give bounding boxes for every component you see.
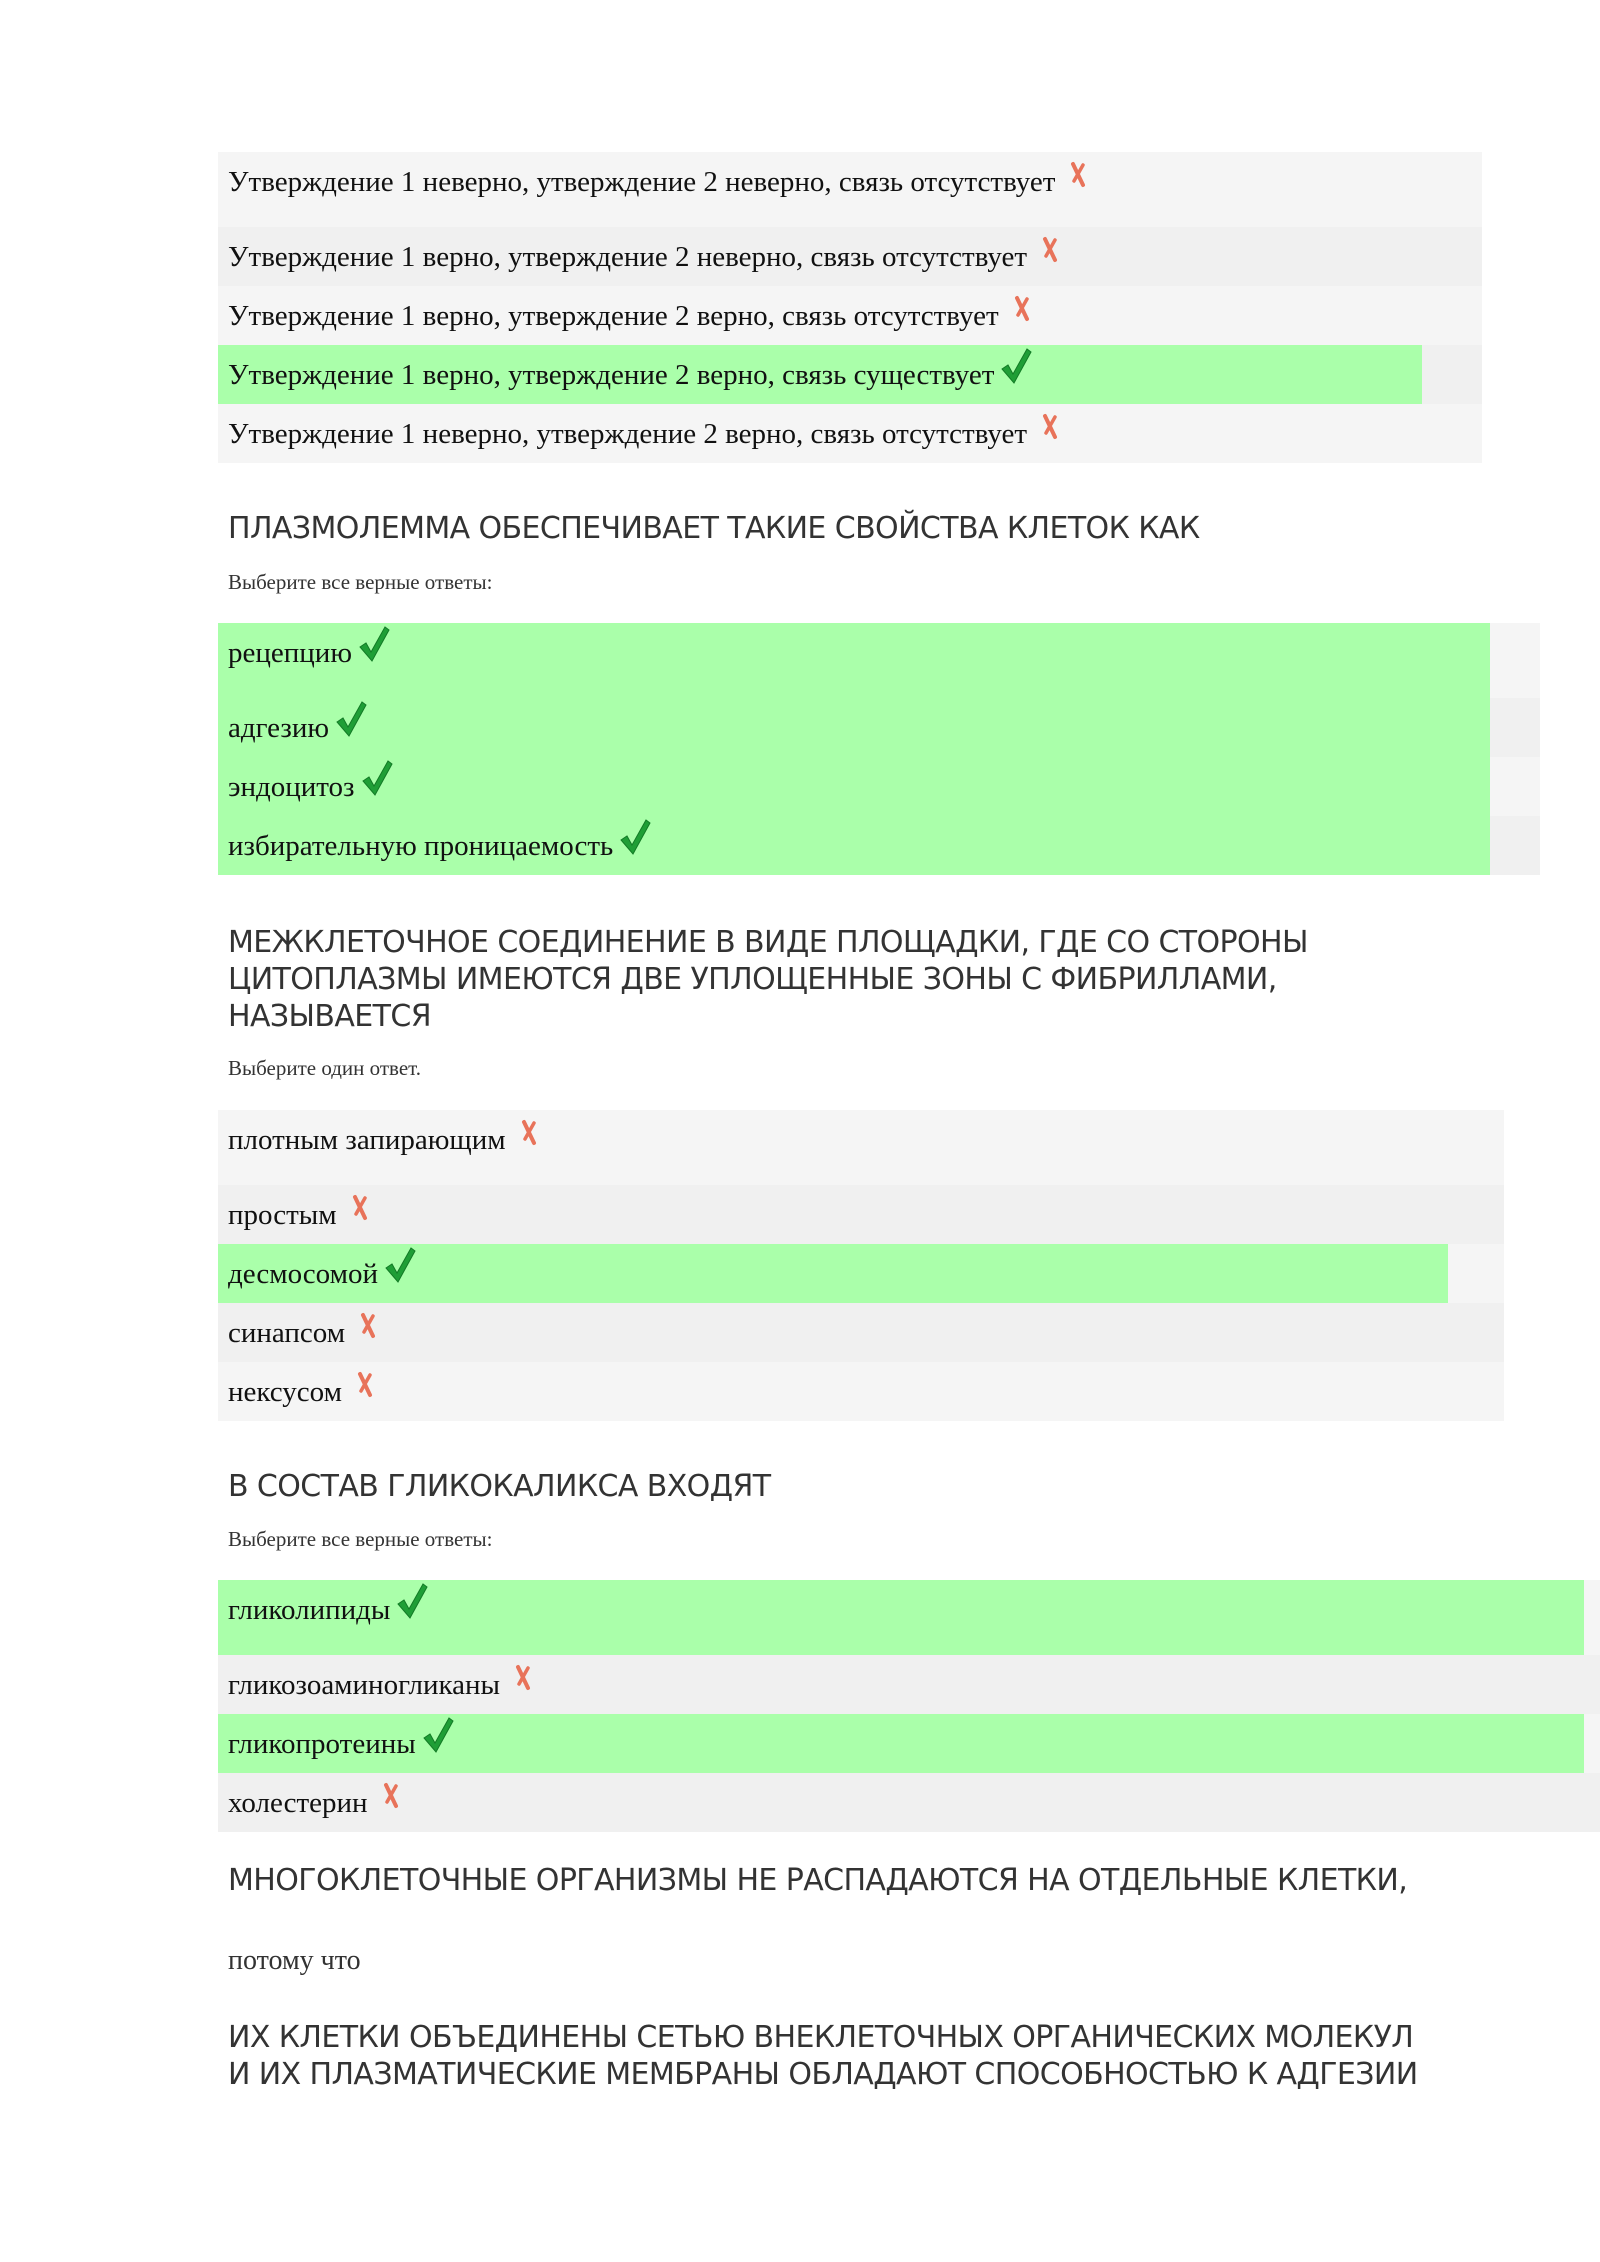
cross-icon xyxy=(1013,294,1031,322)
q3-title-line: ЦИТОПЛАЗМЫ ИМЕЮТСЯ ДВЕ УПЛОЩЕННЫЕ ЗОНЫ С ФИБРИЛЛАМИ, xyxy=(228,962,1277,997)
answer-text: синапсом xyxy=(228,1317,346,1349)
checkmark-icon xyxy=(384,1246,416,1284)
correct-highlight xyxy=(218,698,1490,757)
q5-connector: потому что xyxy=(228,1945,361,1976)
answer-text: простым xyxy=(228,1199,337,1231)
cross-icon xyxy=(351,1193,369,1221)
answer-text: эндоцитоз xyxy=(228,771,355,803)
answer-row-correct[interactable] xyxy=(218,1714,1600,1773)
q4-title: В СОСТАВ ГЛИКОКАЛИКСА ВХОДЯТ xyxy=(228,1469,771,1504)
answer-text: плотным запирающим xyxy=(228,1124,506,1156)
checkmark-icon xyxy=(358,625,390,663)
answer-row[interactable] xyxy=(218,404,1482,463)
answer-row-correct[interactable] xyxy=(218,816,1540,875)
answer-row[interactable] xyxy=(218,227,1482,286)
answer-row[interactable] xyxy=(218,1110,1504,1185)
q3-title-line: МЕЖКЛЕТОЧНОЕ СОЕДИНЕНИЕ В ВИДЕ ПЛОЩАДКИ, ГДЕ СО СТОРОНЫ xyxy=(228,925,1308,960)
answer-row[interactable] xyxy=(218,1185,1504,1244)
cross-icon xyxy=(359,1311,377,1339)
q3-title-line: НАЗЫВАЕТСЯ xyxy=(228,999,431,1034)
q2-answer-list xyxy=(218,623,1540,875)
checkmark-icon xyxy=(335,700,367,738)
correct-highlight xyxy=(218,757,1490,816)
q5-reason-line: И ИХ ПЛАЗМАТИЧЕСКИЕ МЕМБРАНЫ ОБЛАДАЮТ СПОСОБНОСТЬЮ К АДГЕЗИИ xyxy=(228,2057,1418,2092)
answer-text: Утверждение 1 верно, утверждение 2 неверно, связь отсутствует xyxy=(228,241,1028,273)
answer-row-correct[interactable] xyxy=(218,1244,1504,1303)
q1-answer-list xyxy=(218,152,1482,463)
q5-reason-line: ИХ КЛЕТКИ ОБЪЕДИНЕНЫ СЕТЬЮ ВНЕКЛЕТОЧНЫХ ОРГАНИЧЕСКИХ МОЛЕКУЛ xyxy=(228,2020,1414,2055)
answer-row[interactable] xyxy=(218,152,1482,227)
answer-text: Утверждение 1 верно, утверждение 2 верно, связь отсутствует xyxy=(228,300,999,332)
answer-text: гликолипиды xyxy=(228,1594,391,1626)
answer-text: избирательную проницаемость xyxy=(228,830,614,862)
q2-title: ПЛАЗМОЛЕММА ОБЕСПЕЧИВАЕТ ТАКИЕ СВОЙСТВА КЛЕТОК КАК xyxy=(228,511,1200,546)
answer-row-correct[interactable] xyxy=(218,1580,1600,1655)
answer-text: гликопротеины xyxy=(228,1728,416,1760)
answer-row[interactable] xyxy=(218,1655,1600,1714)
q5-statement: МНОГОКЛЕТОЧНЫЕ ОРГАНИЗМЫ НЕ РАСПАДАЮТСЯ НА ОТДЕЛЬНЫЕ КЛЕТКИ, xyxy=(228,1863,1408,1898)
checkmark-icon xyxy=(422,1716,454,1754)
answer-row-correct[interactable] xyxy=(218,345,1482,404)
answer-text: гликозоаминогликаны xyxy=(228,1669,501,1701)
checkmark-icon xyxy=(361,759,393,797)
cross-icon xyxy=(1069,160,1087,188)
answer-text: десмосомой xyxy=(228,1258,378,1290)
cross-icon xyxy=(514,1663,532,1691)
checkmark-icon xyxy=(396,1582,428,1620)
q4-hint: Выберите все верные ответы: xyxy=(228,1527,493,1551)
checkmark-icon xyxy=(619,818,651,856)
answer-text: Утверждение 1 неверно, утверждение 2 неверно, связь отсутствует xyxy=(228,166,1056,198)
answer-row-correct[interactable] xyxy=(218,698,1540,757)
answer-text: нексусом xyxy=(228,1376,342,1408)
cross-icon xyxy=(1041,412,1059,440)
answer-text: адгезию xyxy=(228,712,330,744)
answer-row-correct[interactable] xyxy=(218,757,1540,816)
checkmark-icon xyxy=(1000,347,1032,385)
q2-hint: Выберите все верные ответы: xyxy=(228,570,493,594)
answer-text: холестерин xyxy=(228,1787,368,1819)
answer-row[interactable] xyxy=(218,1303,1504,1362)
cross-icon xyxy=(1041,235,1059,263)
answer-text: рецепцию xyxy=(228,637,352,669)
q3-title xyxy=(228,924,1528,1035)
q5-reason xyxy=(228,2019,1528,2093)
q3-answer-list xyxy=(218,1110,1504,1421)
cross-icon xyxy=(356,1370,374,1398)
cross-icon xyxy=(382,1781,400,1809)
answer-row[interactable] xyxy=(218,286,1482,345)
answer-row-correct[interactable] xyxy=(218,623,1540,698)
answer-row[interactable] xyxy=(218,1773,1600,1832)
cross-icon xyxy=(520,1118,538,1146)
answer-row[interactable] xyxy=(218,1362,1504,1421)
q4-answer-list xyxy=(218,1580,1600,1832)
correct-highlight xyxy=(218,623,1490,698)
answer-text: Утверждение 1 верно, утверждение 2 верно, связь существует xyxy=(228,359,995,391)
q3-hint: Выберите один ответ. xyxy=(228,1056,421,1080)
answer-text: Утверждение 1 неверно, утверждение 2 верно, связь отсутствует xyxy=(228,418,1028,450)
